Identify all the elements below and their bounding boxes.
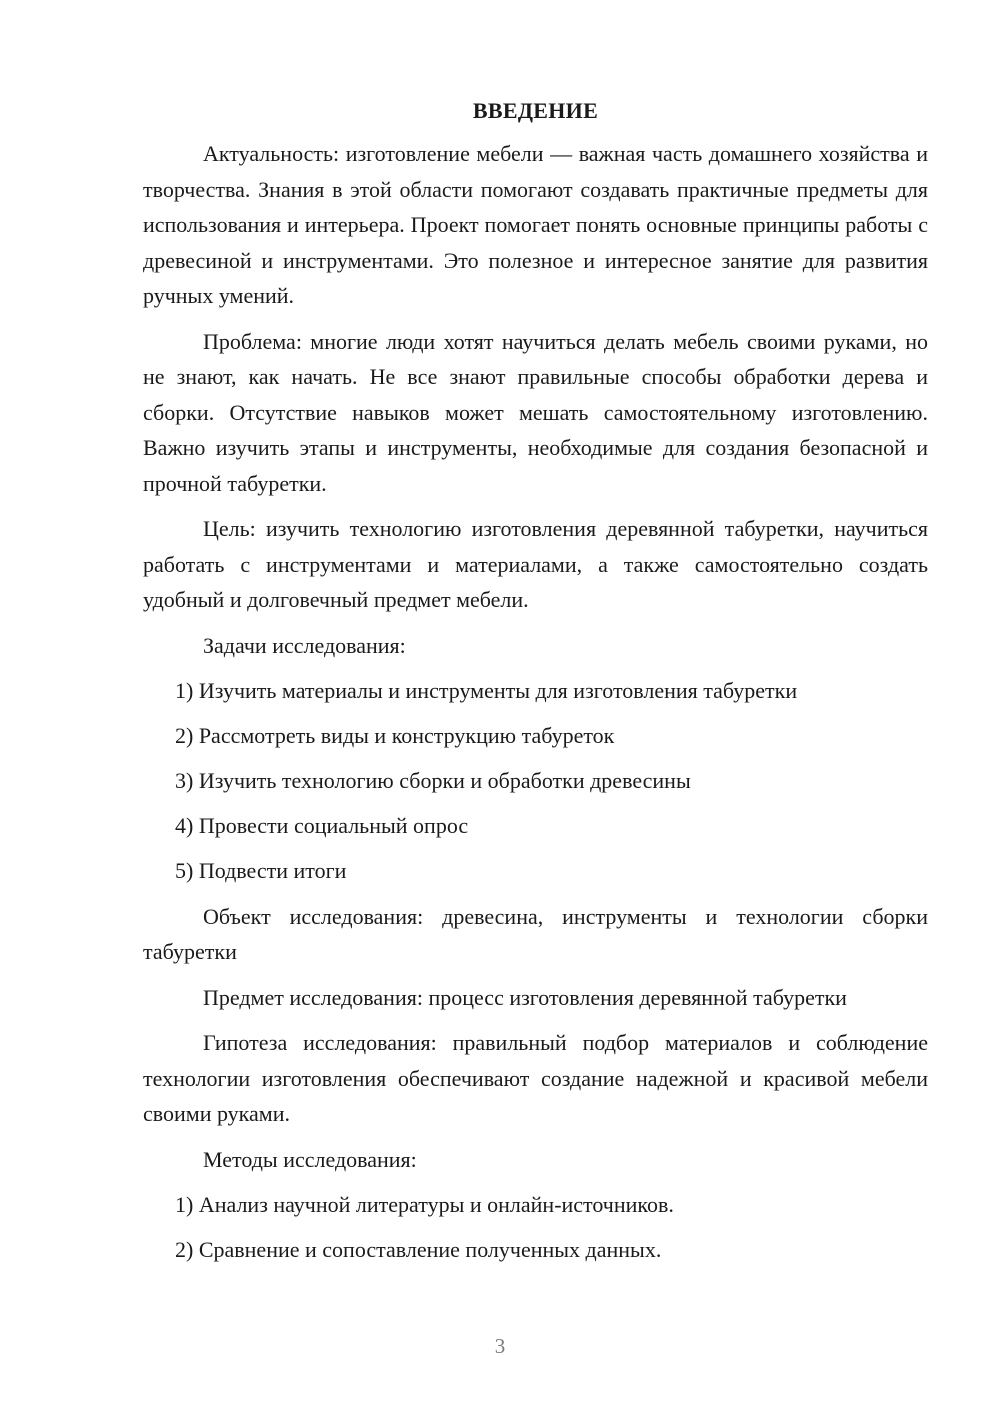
task-item: 5) Подвести итоги — [175, 858, 347, 883]
tasks-heading: Задачи исследования: — [203, 632, 406, 658]
method-item: 2) Сравнение и сопоставление полученных данных. — [175, 1237, 662, 1262]
tasks-list — [143, 673, 928, 889]
goal-paragraph: Цель: изучить технологию изготовления деревянной табуретки, научиться работать с инструментами и материалами, а также самостоятельно создать удобный и долговечный предмет мебели. — [143, 516, 928, 612]
subject-paragraph: Предмет исследования: процесс изготовления деревянной табуретки — [203, 984, 847, 1010]
method-item: 1) Анализ научной литературы и онлайн-источников. — [175, 1192, 674, 1217]
methods-heading: Методы исследования: — [203, 1146, 417, 1172]
page-number: 3 — [494, 1334, 506, 1358]
task-item: 1) Изучить материалы и инструменты для изготовления табуретки — [175, 678, 798, 703]
methods-list — [143, 1187, 928, 1268]
task-item: 4) Провести социальный опрос — [175, 813, 469, 838]
problem-paragraph: Проблема: многие люди хотят научиться делать мебель своими руками, но не знают, как начать. Не все знают правильные способы обработки дерева и сборки. Отсутствие навыков может мешать самостоятельному изготовлению. Важно изучить этапы и инструменты, необходимые для создания безопасной и прочной табуретки. — [143, 328, 928, 496]
page-title: ВВЕДЕНИЕ — [472, 98, 599, 123]
hypothesis-paragraph: Гипотеза исследования: правильный подбор материалов и соблюдение технологии изготовления обеспечивают создание надежной и красивой мебели своими руками. — [143, 1030, 928, 1126]
task-item: 2) Рассмотреть виды и конструкцию табуреток — [175, 723, 615, 748]
relevance-paragraph: Актуальность: изготовление мебели — важная часть домашнего хозяйства и творчества. Знания в этой области помогают создавать практичные предметы для использования и интерьера. Проект помогает понять основные принципы работы с древесиной и инструментами. Это полезное и интересное занятие для развития ручных умений. — [143, 141, 928, 308]
object-paragraph: Объект исследования: древесина, инструменты и технологии сборки табуретки — [143, 903, 928, 964]
document-page — [143, 96, 928, 1278]
task-item: 3) Изучить технологию сборки и обработки древесины — [175, 768, 691, 793]
